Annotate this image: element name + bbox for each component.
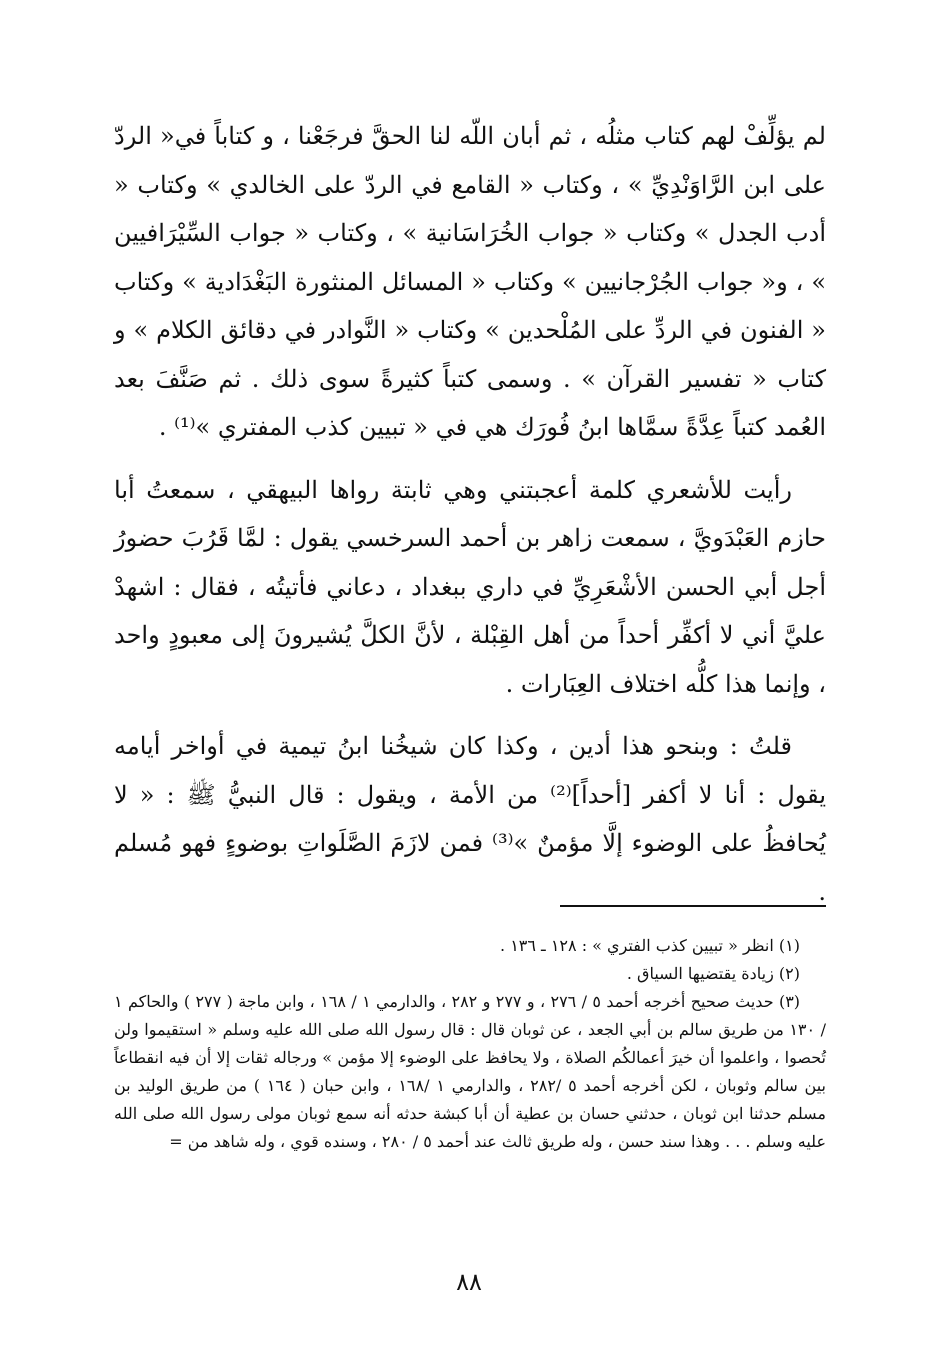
paragraph-books-list: لم يؤلِّفْ لهم كتاب مثلُه ، ثم أبان اللّه لنا الحقَّ فرجَعْنا ، و كتاباً في« الردّ على ابن الرَّاوَنْدِيِّ » ، وكتاب « القامع في الردّ على الخالدي » وكتاب « أدب الجدل » وكتاب « جواب الخُرَاسَانية » ، وكتاب « جواب السِّيْرَافيين » ، و« جواب الجُرْجانيين » وكتاب « المسائل المنثورة البَغْدَادية » وكتاب « الفنون في الردِّ على المُلْحدين » وكتاب « النَّوادر في دقائق الكلام » و كتاب « تفسير القرآن » . وسمى كتباً كثيرةً سوى ذلك . ثم صَنَّفَ بعد العُمد كتباً عِدَّةً سمَّاها ابنُ فُورَك هي في « تبيين كذب المفتري »⁽¹⁾ . (114, 122, 826, 441)
footnote-1: (١) انظر « تبيين كذب الفتري » : ١٢٨ ـ ١٣٦ . (500, 936, 800, 955)
footnote-3: (٣) حديث صحيح أخرجه أحمد ٥ / ٢٧٦ ، و ٢٧٧ و ٢٨٢ ، والدارمي ١ / ١٦٨ ، وابن ماجة ( ٢٧٧ ) والحاكم ١ / ١٣٠ من طريق سالم بن أبي الجعد ، عن ثوبان قال : قال رسول الله صلى الله عليه وسلم « استقيموا ولن تُحصوا ، واعلموا أن خيرَ أعمالكُم الصلاة ، ولا يحافظ على الوضوء إلا مؤمن » ورجاله ثقات إلا أن فيه انقطاعاً بين سالم وثوبان ، لكن أخرجه أحمد ٥ /٢٨٢ ، والدارمي ١ /١٦٨ ، وابن حبان ( ١٦٤ ) من طريق الوليد بن مسلم حدثنا ابن ثوبان ، حدثني حسان بن عطية أن أبا كبشة حدثه أنه سمع ثوبان مولى رسول الله صلى الله عليه وسلم . . . وهذا سند حسن ، وله طريق ثالث عند أحمد ٥ / ٢٨٠ ، وسنده قوي ، وله شاهد من = (114, 992, 827, 1151)
paragraph-author-comment: قلتُ : وبنحو هذا أدين ، وكذا كان شيخُنا ابنُ تيمية في أواخر أيامه يقول : أنا لا أكفر [أحداً]⁽²⁾ من الأمة ، ويقول : قال النبيُّ ﷺ : « لا يُحافظُ على الوضوء إلَّا مؤمنٌ »⁽³⁾ فمن لازَمَ الصَّلَواتِ بوضوءٍ فهو مُسلم . (114, 732, 827, 906)
page-number: ٨٨ (456, 1268, 482, 1296)
footnote-2: (٢) زيادة يقتضيها السياق . (626, 964, 800, 983)
footnote-separator (560, 905, 826, 907)
footnotes (114, 932, 826, 1156)
main-text (114, 112, 826, 916)
paragraph-ashari-saying: رأيت للأشعري كلمة أعجبتني وهي ثابتة رواها البيهقي ، سمعتُ أبا حازم العَبْدَويَّ ، سمعت زاهر بن أحمد السرخسي يقول : لمَّا قَرُبَ حضورُ أجل أبي الحسن الأشْعَرِيِّ في داري ببغداد ، دعاني فأتيتُه ، فقال : اشهدْ عليَّ أني لا أكفِّر أحداً من أهل القِبْلة ، لأنَّ الكلَّ يُشيرونَ إلى معبودٍ واحد ، وإنما هذا كلُّه اختلاف العِبَارات . (114, 475, 826, 698)
